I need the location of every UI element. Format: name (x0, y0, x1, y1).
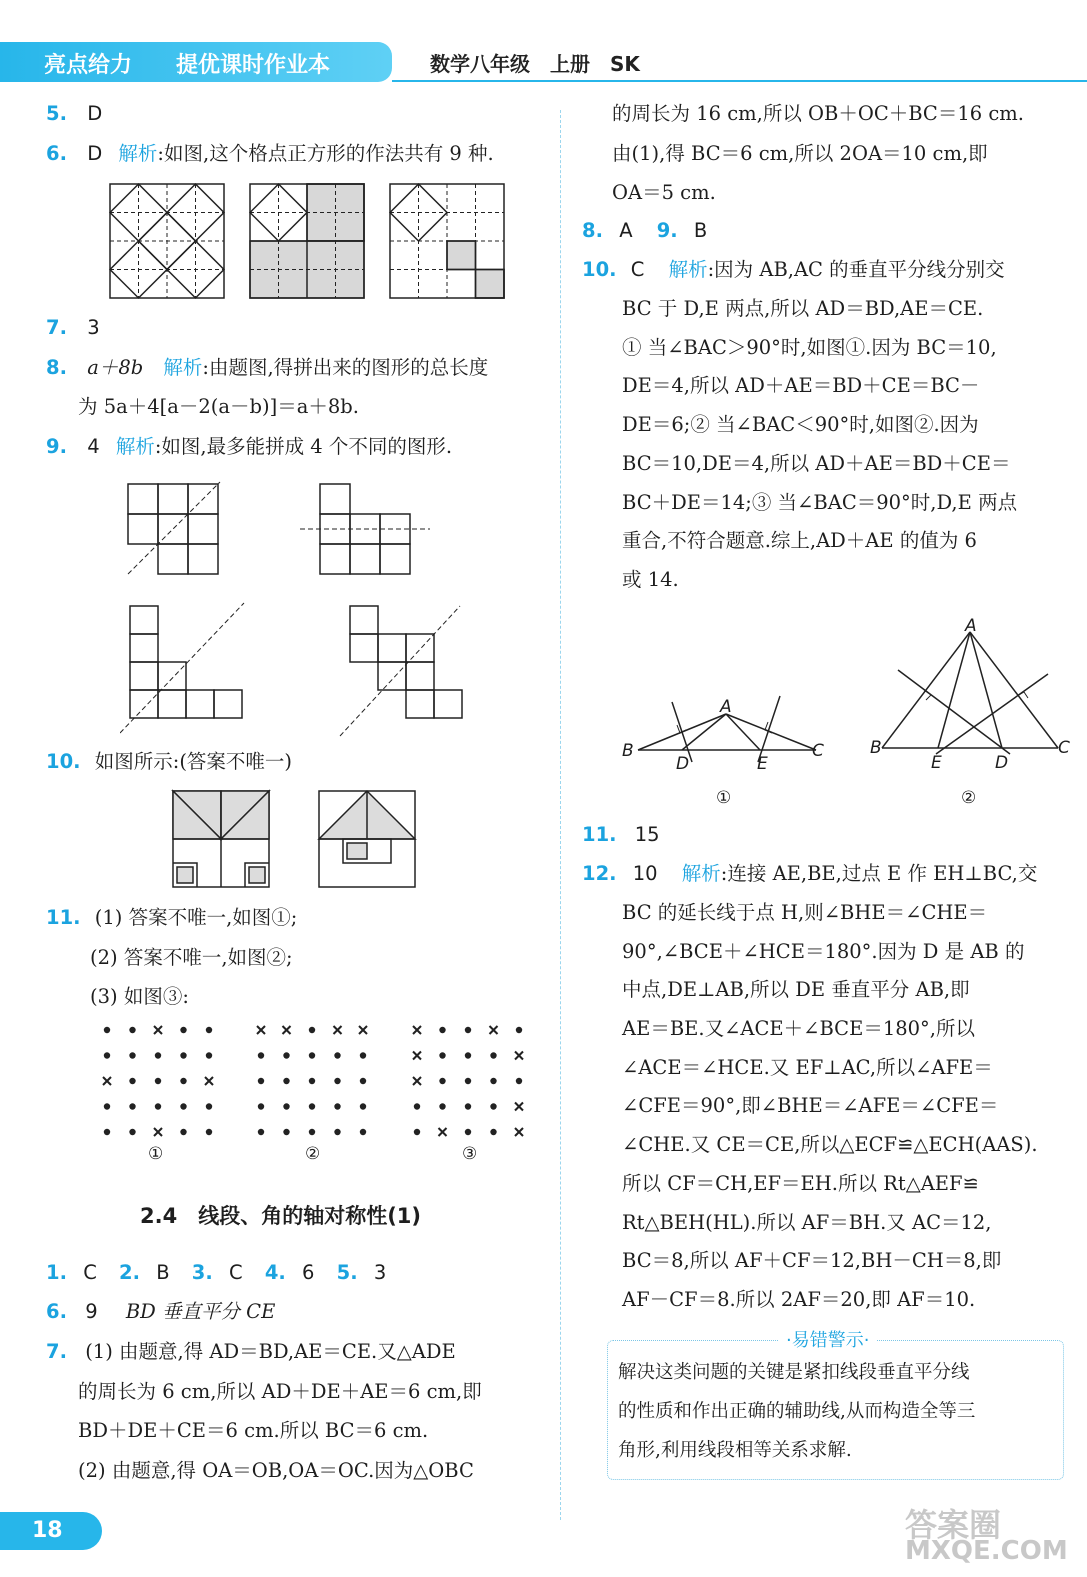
q5-number: 5. (46, 102, 67, 125)
grid1-dot (104, 1027, 110, 1033)
grid2-cross-point (257, 1026, 265, 1034)
fig2-caption: ② (961, 788, 977, 808)
grid3-dot (439, 1052, 445, 1058)
grid3-dot (439, 1027, 445, 1033)
grid1-dot (180, 1052, 186, 1058)
s1-q3-number: 3. (191, 1261, 213, 1284)
page-number-tab (0, 1512, 102, 1550)
watermark (905, 1500, 1075, 1570)
r-q8-q9-row (582, 218, 707, 244)
q7-row (46, 315, 100, 341)
r-q8-answer: A (619, 219, 633, 242)
fig1-label-D: D (676, 754, 690, 774)
grid1-cross-point (205, 1077, 213, 1085)
grid1-dot (104, 1129, 110, 1135)
grid3-dot (439, 1103, 445, 1109)
q8-row (46, 355, 488, 381)
grid2-dot (283, 1129, 289, 1135)
s7-line3: BD＋DE＋CE＝6 cm.所以 BC＝6 cm. (78, 1419, 429, 1442)
r-q9-number: 9. (656, 219, 678, 242)
q8-analysis-tag: 解析 (163, 356, 203, 379)
grid3-cross-point (413, 1026, 421, 1034)
grid1-dot (180, 1129, 186, 1135)
q10-figure-2 (319, 791, 415, 887)
grid2-dot (309, 1078, 315, 1084)
grid3-cross-point (413, 1077, 421, 1085)
grid2-cross-point (334, 1026, 342, 1034)
grid1-dot (104, 1103, 110, 1109)
grid2-dot (334, 1103, 340, 1109)
q6-analysis-tag: 解析 (118, 142, 158, 165)
grid1-dot (129, 1027, 135, 1033)
column-divider (560, 110, 561, 1520)
grid2-dot (283, 1103, 289, 1109)
r-q10-line3: DE＝4,所以 AD＋AE＝BD＋CE＝BC－ (622, 374, 980, 397)
s1-q4-number: 4. (264, 1261, 286, 1284)
fig1-label-E: E (757, 754, 768, 774)
brand-name: 亮点给力 (44, 53, 133, 78)
fig1-label-B: B (622, 741, 634, 761)
r-q12-line7: ∠CHE.又 CE＝CE,所以△ECF≌△ECH(AAS). (622, 1133, 1038, 1156)
fig2-label-D: D (995, 753, 1009, 773)
warning-title: ·易错警示· (778, 1326, 877, 1352)
grid2-dot (258, 1129, 264, 1135)
s1-q4-answer: 6 (302, 1261, 315, 1284)
fig1-label-C: C (812, 741, 824, 761)
grid1-dot (206, 1103, 212, 1109)
s1-q3-answer: C (228, 1261, 243, 1284)
grid1-dot (104, 1052, 110, 1058)
q11-row (46, 905, 297, 931)
q10-row (46, 749, 292, 775)
grid3-cross-point (439, 1128, 447, 1136)
r-q12-line4: AE＝BE.又∠ACE＋∠BCE＝180°,所以 (622, 1017, 976, 1040)
r-q12-row (582, 861, 1037, 887)
header-banner (0, 42, 392, 82)
q9-analysis-tag: 解析 (115, 435, 155, 458)
q8-number: 8. (46, 356, 67, 379)
grid1-dot (129, 1052, 135, 1058)
q10-number: 10. (46, 750, 81, 773)
r-q12-line3: 中点,DE⊥AB,所以 DE 垂直平分 AB,即 (622, 978, 970, 1001)
s7-line1: (1) 由题意,得 AD＝BD,AE＝CE.又△ADE (85, 1340, 456, 1363)
s1-q1-answer: C (83, 1261, 97, 1284)
warning-line1: 解决这类问题的关键是紧扣线段垂直平分线 (618, 1362, 970, 1383)
grid3-dot (490, 1129, 496, 1135)
r-q12-line11: AF－CF＝8.所以 2AF＝20,即 AF＝10. (622, 1288, 976, 1311)
q9-analysis-text: :如图,最多能拼成 4 个不同的图形. (154, 435, 453, 458)
grid1-dot (206, 1129, 212, 1135)
r-q12-line6: ∠CFE＝90°,即∠BHE＝∠AFE＝∠CFE＝ (622, 1094, 999, 1117)
warning-line2: 的性质和作出正确的辅助线,从而构造全等三 (618, 1401, 976, 1422)
grid3-cross-point (490, 1026, 498, 1034)
r-q10-number: 10. (582, 258, 617, 281)
r-q12-analysis-tag: 解析 (681, 862, 721, 885)
grid1-dot (206, 1052, 212, 1058)
grid3-dot (490, 1078, 496, 1084)
q11-label-3: ③ (462, 1144, 478, 1164)
header-rule (392, 80, 1087, 82)
r-q8-number: 8. (582, 219, 603, 242)
q10-figures (170, 788, 420, 892)
grid3-dot (465, 1103, 471, 1109)
grid1-dot (155, 1078, 161, 1084)
s1-q5-number: 5. (336, 1261, 358, 1284)
s6-answer-2: BD 垂直平分 CE (125, 1300, 276, 1323)
q6-grid-1 (110, 184, 224, 298)
r-q10-analysis-tag: 解析 (668, 258, 708, 281)
r-q10-line0: :因为 AB,AC 的垂直平分线分别交 (707, 258, 1005, 281)
r-q12-answer: 10 (632, 862, 658, 885)
grid3-dot (465, 1078, 471, 1084)
q6-number: 6. (46, 142, 67, 165)
fig1-caption: ① (716, 788, 732, 808)
r-q10-triangle-figures (620, 612, 1080, 812)
grid2-dot (258, 1078, 264, 1084)
q8-analysis-line2: 为 5a＋4[a－2(a－b)]＝a＋8b. (78, 395, 359, 418)
grid2-dot (283, 1078, 289, 1084)
triangle-figure-2 (882, 632, 1058, 754)
q11-part2: (2) 答案不唯一,如图②; (90, 946, 293, 969)
grid1-dot (155, 1052, 161, 1058)
q5-row (46, 101, 102, 127)
q9-figure-4 (340, 606, 462, 736)
fig1-label-A: A (720, 697, 732, 717)
grid3-cross-point (413, 1052, 421, 1060)
page-number: 18 (32, 1518, 63, 1543)
grid1-dot (155, 1103, 161, 1109)
fig2-label-A: A (965, 616, 977, 636)
grid2-dot (360, 1052, 366, 1058)
grid2-cross-point (283, 1026, 291, 1034)
grid3-dot (439, 1078, 445, 1084)
q10-figure-1 (173, 791, 269, 887)
r-q11-number: 11. (582, 823, 617, 846)
grid3-dot (516, 1078, 522, 1084)
page-header (0, 40, 1087, 84)
r-q12-line1: BC 的延长线于点 H,则∠BHE＝∠CHE＝ (622, 901, 988, 924)
s7-line2: 的周长为 6 cm,所以 AD＋DE＋AE＝6 cm,即 (78, 1380, 482, 1403)
grid3-dot (516, 1027, 522, 1033)
q7-number: 7. (46, 316, 67, 339)
q9-figure-3 (120, 603, 244, 733)
grid1-dot (206, 1027, 212, 1033)
q6-grid-3 (390, 184, 504, 298)
q11-label-1: ① (148, 1144, 164, 1164)
s7-number: 7. (46, 1340, 67, 1363)
grid3-dot (414, 1129, 420, 1135)
s7-line4: (2) 由题意,得 OA＝OB,OA＝OC.因为△OBC (78, 1459, 474, 1482)
fig2-label-B: B (870, 738, 882, 758)
grid1-dot (180, 1027, 186, 1033)
grid2-dot (309, 1103, 315, 1109)
grid1-dot (180, 1103, 186, 1109)
subject-label: 数学八年级 上册 SK (430, 52, 640, 76)
grid2-cross-point (359, 1026, 367, 1034)
q9-figures (120, 478, 560, 740)
watermark-line1: 答案圈 (905, 1506, 1002, 1544)
grid2-dot (309, 1027, 315, 1033)
grid3-dot (465, 1052, 471, 1058)
s6-number: 6. (46, 1300, 67, 1323)
grid2-dot (334, 1078, 340, 1084)
fig2-label-E: E (931, 753, 942, 773)
fig2-label-C: C (1058, 738, 1070, 758)
q8-answer: a＋8b (87, 356, 144, 379)
q5-answer: D (87, 102, 103, 125)
r-q10-line2: ① 当∠BAC＞90°时,如图①.因为 BC＝10, (622, 336, 997, 359)
grid3-dot (465, 1129, 471, 1135)
q11-dot-grids (95, 1020, 545, 1140)
r-q12-line8: 所以 CF＝CH,EF＝EH.所以 Rt△AEF≌ (622, 1172, 979, 1195)
grid3-dot (490, 1103, 496, 1109)
r-q12-line2: 90°,∠BCE＋∠HCE＝180°.因为 D 是 AB 的 (622, 940, 1025, 963)
q9-figure-1 (128, 482, 220, 574)
s7-row (46, 1339, 456, 1365)
q9-figure-2 (300, 484, 430, 574)
q11-number: 11. (46, 906, 81, 929)
r-q10-line5: BC＝10,DE＝4,所以 AD＋AE＝BD＋CE＝ (622, 452, 1011, 475)
grid3-dot (414, 1103, 420, 1109)
grid2-dot (360, 1103, 366, 1109)
s1-q1-number: 1. (46, 1261, 67, 1284)
series-name: 提优课时作业本 (176, 53, 331, 78)
s1-row (46, 1260, 386, 1286)
section-title: 2.4 线段、角的轴对称性(1) (140, 1204, 422, 1228)
q9-answer: 4 (87, 435, 100, 458)
grid2-dot (360, 1129, 366, 1135)
grid2-dot (309, 1129, 315, 1135)
q10-text: 如图所示:(答案不唯一) (94, 750, 293, 773)
r-q10-answer: C (630, 258, 645, 281)
grid2-dot (258, 1052, 264, 1058)
grid1-cross-point (154, 1128, 162, 1136)
r-q12-line0: :连接 AE,BE,过点 E 作 EH⊥BC,交 (720, 862, 1038, 885)
r-q12-line5: ∠ACE＝∠HCE.又 EF⊥AC,所以∠AFE＝ (622, 1056, 993, 1079)
grid2-dot (309, 1052, 315, 1058)
r-q10-line6: BC＋DE＝14;③ 当∠BAC＝90°时,D,E 两点 (622, 491, 1018, 514)
q6-answer: D (87, 142, 103, 165)
grid1-dot (129, 1078, 135, 1084)
grid1-dot (129, 1103, 135, 1109)
q6-row (46, 141, 494, 167)
r-q11-row (582, 822, 660, 848)
r-q10-line1: BC 于 D,E 两点,所以 AD＝BD,AE＝CE. (622, 297, 984, 320)
grid3-dot (490, 1052, 496, 1058)
grid3-dot (465, 1027, 471, 1033)
r-q12-line9: Rt△BEH(HL).所以 AF＝BH.又 AC＝12, (622, 1211, 992, 1234)
q8-analysis-text: :由题图,得拼出来的图形的总长度 (202, 356, 489, 379)
s6-row (46, 1299, 275, 1325)
r-q11-answer: 15 (634, 823, 660, 846)
grid2-dot (360, 1078, 366, 1084)
error-warning-box (607, 1330, 1064, 1480)
q7-answer: 3 (87, 316, 100, 339)
q6-analysis-text: :如图,这个格点正方形的作法共有 9 种. (157, 142, 494, 165)
watermark-line2: MXQE.COM (905, 1536, 1068, 1566)
grid1-dot (180, 1078, 186, 1084)
r-cont-line2: 由(1),得 BC＝6 cm,所以 2OA＝10 cm,即 (612, 142, 988, 165)
grid1-dot (129, 1129, 135, 1135)
q11-part1: (1) 答案不唯一,如图①; (94, 906, 298, 929)
s1-q2-number: 2. (119, 1261, 140, 1284)
grid2-dot (258, 1103, 264, 1109)
grid3-cross-point (515, 1052, 523, 1060)
q9-number: 9. (46, 435, 67, 458)
s1-q5-answer: 3 (373, 1261, 387, 1284)
grid2-dot (334, 1129, 340, 1135)
q11-part3: (3) 如图③: (90, 985, 189, 1008)
r-q10-line4: DE＝6;② 当∠BAC＜90°时,如图②.因为 (622, 413, 979, 436)
q9-row (46, 434, 452, 460)
q6-grid-2 (250, 184, 364, 298)
r-q12-line10: BC＝8,所以 AF＋CF＝12,BH－CH＝8,即 (622, 1249, 1002, 1272)
q11-label-2: ② (305, 1144, 321, 1164)
grid3-cross-point (515, 1103, 523, 1111)
grid1-cross-point (154, 1026, 162, 1034)
grid3-cross-point (515, 1128, 523, 1136)
s1-q2-answer: B (156, 1261, 170, 1284)
grid1-cross-point (103, 1077, 111, 1085)
grid2-dot (283, 1052, 289, 1058)
warning-line3: 角形,利用线段相等关系求解. (618, 1440, 852, 1461)
r-cont-line3: OA＝5 cm. (612, 181, 716, 204)
r-q12-number: 12. (582, 862, 617, 885)
grid2-dot (334, 1052, 340, 1058)
r-cont-line1: 的周长为 16 cm,所以 OB＋OC＋BC＝16 cm. (612, 102, 1024, 125)
s6-answer-1: 9 (85, 1300, 98, 1323)
q6-grid-figures (108, 182, 508, 300)
r-q9-answer: B (693, 219, 708, 242)
r-q10-row (582, 257, 1005, 283)
r-q10-line8: 或 14. (622, 568, 679, 591)
r-q10-line7: 重合,不符合题意.综上,AD＋AE 的值为 6 (622, 529, 977, 552)
